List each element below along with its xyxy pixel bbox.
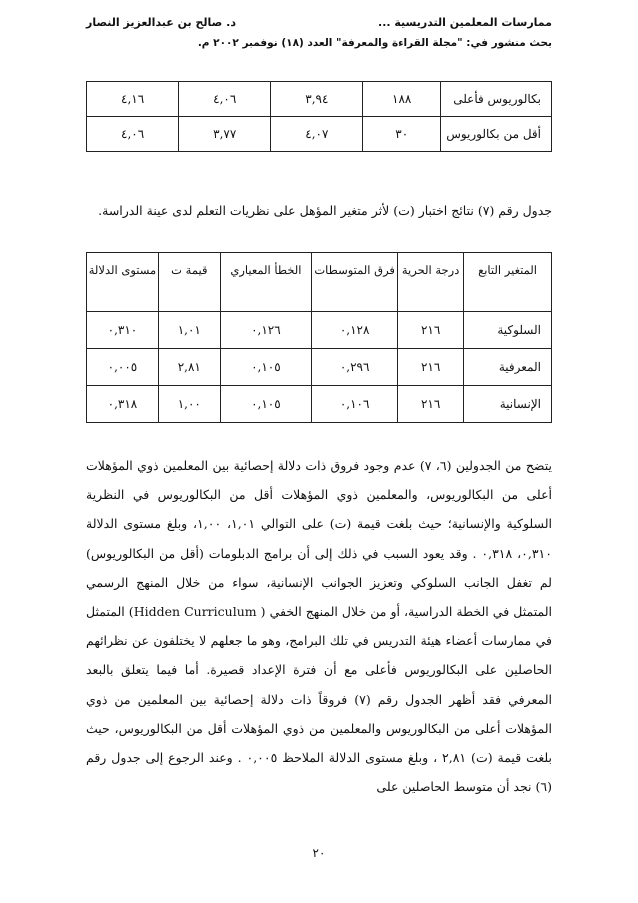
table-cell: ١,٠١ [158,312,220,349]
table-cell: ٢,٨١ [158,349,220,386]
column-header: الخطأ المعياري [220,253,311,312]
table-row [87,117,552,152]
table-cell: بكالوريوس فأعلى [441,82,552,117]
table-row [87,386,552,423]
table-cell: الإنسانية [464,386,552,423]
table-row [87,82,552,117]
table-cell: ٠,١٠٦ [312,386,398,423]
table-cell: ٠,٠٠٥ [87,349,159,386]
table-2-t-test [86,252,552,423]
journal-title: ممارسات المعلمين التدريسية ... [378,16,552,29]
page-number: ٢٠ [312,846,326,860]
table-cell: ٠,١٠٥ [220,386,311,423]
table-row [87,349,552,386]
table-cell: ٣٠ [363,117,441,152]
table-cell: ٣,٩٤ [271,82,363,117]
table-cell: السلوكية [464,312,552,349]
table-cell: أقل من بكالوريوس [441,117,552,152]
table-cell: المعرفية [464,349,552,386]
table-cell: ٣,٧٧ [179,117,271,152]
column-header: مستوى الدلالة [87,253,159,312]
publication-source: بحث منشور في: "مجلة القراءة والمعرفة" العدد (١٨) نوفمبر ٢٠٠٢ م. [197,37,552,49]
table-cell: ٤,٠٧ [271,117,363,152]
table-cell: ٠,١٢٦ [220,312,311,349]
table-cell: ١,٠٠ [158,386,220,423]
table-1-continued [86,81,552,152]
body-paragraph: يتضح من الجدولين (٦، ٧) عدم وجود فروق ذات دلالة إحصائية بين المعلمين ذوي المؤهلات أعلى من البكالوريوس، والمعلمين ذوي المؤهلات أقل من البكالوريوس في النظرية السلوكية والإنسانية؛ حيث بلغت قيمة (ت) على التوالي ١,٠١، ١,٠٠، وبلغ مستوى الدلالة ٠,٣١٠، ٠,٣١٨ . وقد يعود السبب في ذلك إلى أن برامج الدبلومات (أقل من البكالوريوس) لم تغفل الجانب السلوكي وتعزيز الجوانب الإنسانية، سواء من خلال المنهج الرسمي المتمثل في الخطة الدراسية، أو من خلال المنهج الخفي ( Hidden Curriculum) المتمثل في ممارسات أعضاء هيئة التدريس في تلك البرامج، وهو ما جعلهم لا يختلفون عن نظرائهم الحاصلين على البكالوريوس فأعلى مع أن فترة الإعداد قصيرة. أما فيما يتعلق بالبعد المعرفي فقد أظهر الجدول رقم (٧) فروقاً ذات دلالة إحصائية بين المعلمين من ذوي المؤهلات أعلى من البكالوريوس والمعلمين من ذوي المؤهلات أقل من البكالوريوس، حيث بلغت قيمة (ت) ٢,٨١ ، وبلغ مستوى الدلالة الملاحظ ٠,٠٠٥ . وعند الرجوع إلى جدول رقم (٦) نجد أن متوسط الحاصلين على [86,458,552,795]
table-caption: جدول رقم (٧) نتائج اختبار (ت) لأثر متغير المؤهل على نظريات التعلم لدى عينة الدراسة. [98,203,552,218]
column-header: درجة الحرية [398,253,464,312]
table-cell: ٤,١٦ [87,82,179,117]
table-cell: ٤,٠٦ [179,82,271,117]
column-header: قيمة ت [158,253,220,312]
running-header [86,14,552,52]
table-cell: ٠,٢٩٦ [312,349,398,386]
column-header: المتغير التابع [464,253,552,312]
table-cell: ٠,٣١٠ [87,312,159,349]
table-cell: ٠,١٢٨ [312,312,398,349]
table-cell: ٠,٣١٨ [87,386,159,423]
column-header: فرق المتوسطات [312,253,398,312]
author-name: د. صالح بن عبدالعزيز النصار [86,16,236,29]
table-header-row [87,253,552,312]
table-cell: ٠,١٠٥ [220,349,311,386]
table-cell: ٢١٦ [398,349,464,386]
table-cell: ٢١٦ [398,312,464,349]
table-row [87,312,552,349]
table-cell: ٢١٦ [398,386,464,423]
table-cell: ١٨٨ [363,82,441,117]
table-cell: ٤,٠٦ [87,117,179,152]
